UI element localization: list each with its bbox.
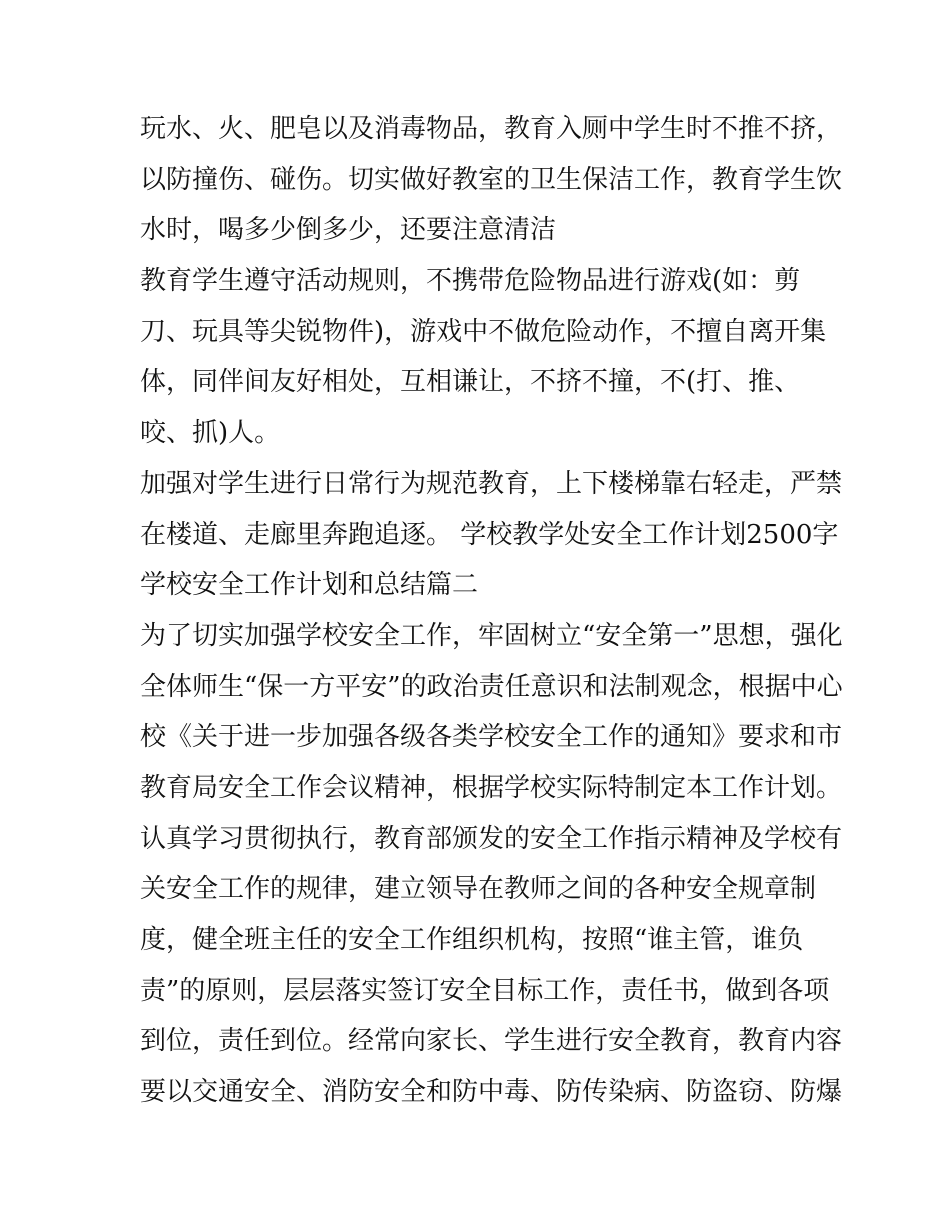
text-line: 刀、玩具等尖锐物件)，游戏中不做危险动作，不擅自离开集 (140, 316, 827, 347)
section-heading: 学校安全工作计划和总结篇二 (140, 570, 479, 601)
text-line: 度，健全班主任的安全工作组织机构，按照“谁主管，谁负 (140, 925, 804, 955)
text-line: 责”的原则，层层落实签订安全目标工作，责任书，做到各项 (140, 975, 830, 1006)
text-line: 以防撞伤、碰伤。切实做好教室的卫生保洁工作，教育学生饮 (140, 164, 843, 195)
text-line: 咬、抓)人。 (140, 418, 281, 449)
text-line: 水时，喝多少倒多少，还要注意清洁 (140, 215, 557, 246)
text-line: 加强对学生进行日常行为规范教育，上下楼梯靠右轻走，严禁 (140, 468, 843, 499)
text-line: 教育局安全工作会议精神，根据学校实际特制定本工作计划。 (140, 772, 843, 803)
text-line: 全体师生“保一方平安”的政治责任意识和法制观念，根据中心 (140, 671, 843, 702)
text-line: 关安全工作的规律，建立领导在教师之间的各种安全规章制 (140, 874, 817, 905)
text-line: 到位，责任到位。经常向家长、学生进行安全教育，教育内容 (140, 1026, 843, 1057)
text-line: 校《关于进一步加强各级各类学校安全工作的通知》要求和市 (140, 722, 843, 753)
text-line: 要以交通安全、消防安全和防中毒、防传染病、防盗窃、防爆 (140, 1077, 843, 1108)
document-body (140, 104, 843, 1118)
text-line: 体，同伴间友好相处，互相谦让，不挤不撞，不(打、推、 (140, 367, 801, 398)
text-line: 为了切实加强学校安全工作，牢固树立“安全第一”思想，强化 (140, 620, 843, 651)
text-line: 在楼道、走廊里奔跑追逐。 学校教学处安全工作计划2500字 (140, 519, 839, 550)
text-line: 认真学习贯彻执行，教育部颁发的安全工作指示精神及学校有 (140, 823, 843, 854)
text-line: 教育学生遵守活动规则，不携带危险物品进行游戏(如：剪 (140, 266, 801, 297)
text-line: 玩水、火、肥皂以及消毒物品，教育入厕中学生时不推不挤， (140, 114, 843, 144)
